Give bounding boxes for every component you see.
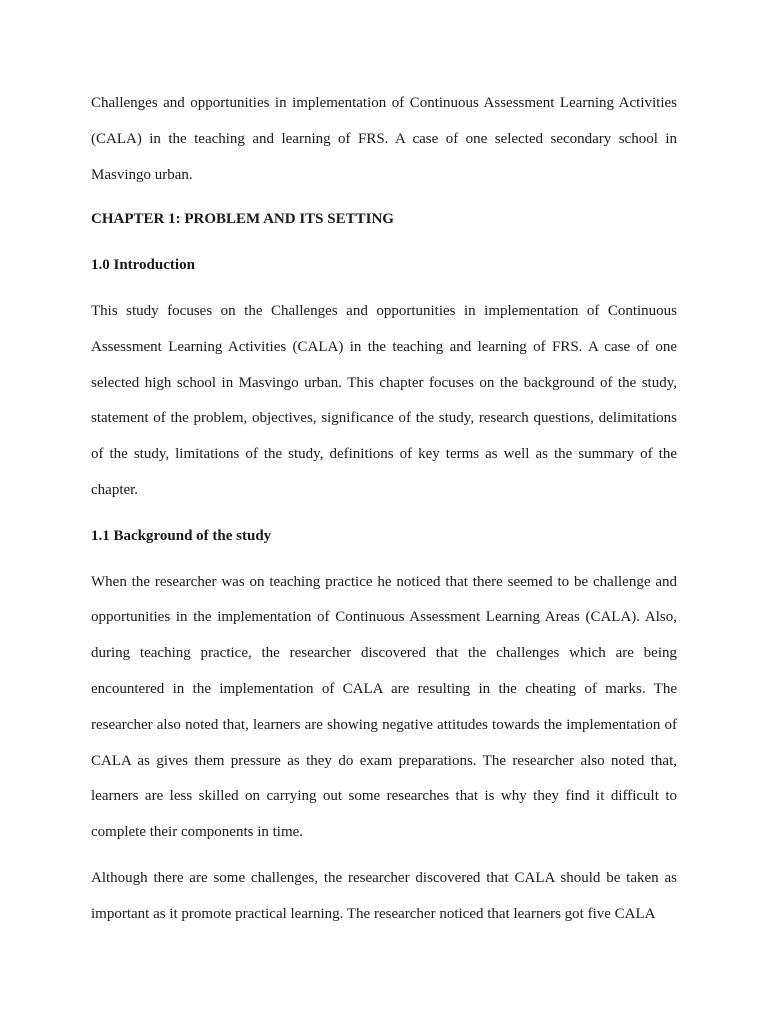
section-heading-background: 1.1 Background of the study: [91, 527, 272, 544]
document-title: Challenges and opportunities in implementation of Continuous Assessment Learning Activities (CALA) in the teaching and learning of FRS. A case of one selected secondary school in Masvingo urban.: [91, 95, 677, 183]
chapter-heading: CHAPTER 1: PROBLEM AND ITS SETTING: [91, 211, 394, 228]
introduction-paragraph: This study focuses on the Challenges and opportunities in implementation of Continuous Assessment Learning Activities (CALA) in the teaching and learning of FRS. A case of one selected high school in Masvingo urban. This chapter focuses on the background of the study, statement of the problem, objectives, significance of the study, research questions, delimitations of the study, limitations of the study, definitions of key terms as well as the summary of the chapter.: [91, 302, 677, 498]
background-paragraph-1: When the researcher was on teaching practice he noticed that there seemed to be challenge and opportunities in the implementation of Continuous Assessment Learning Areas (CALA). Also, during teaching practice, the researcher discovered that the challenges which are being encountered in the implementation of CALA are resulting in the cheating of marks. The researcher also noted that, learners are showing negative attitudes towards the implementation of CALA as gives them pressure as they do exam preparations. The researcher also noted that, learners are less skilled on carrying out some researches that is why they find it difficult to complete their components in time.: [91, 573, 677, 841]
background-paragraph-2: Although there are some challenges, the researcher discovered that CALA should be taken as important as it promote practical learning. The researcher noticed that learners got five CALA: [91, 869, 677, 922]
section-heading-introduction: 1.0 Introduction: [91, 257, 195, 274]
document-body: [91, 86, 677, 943]
